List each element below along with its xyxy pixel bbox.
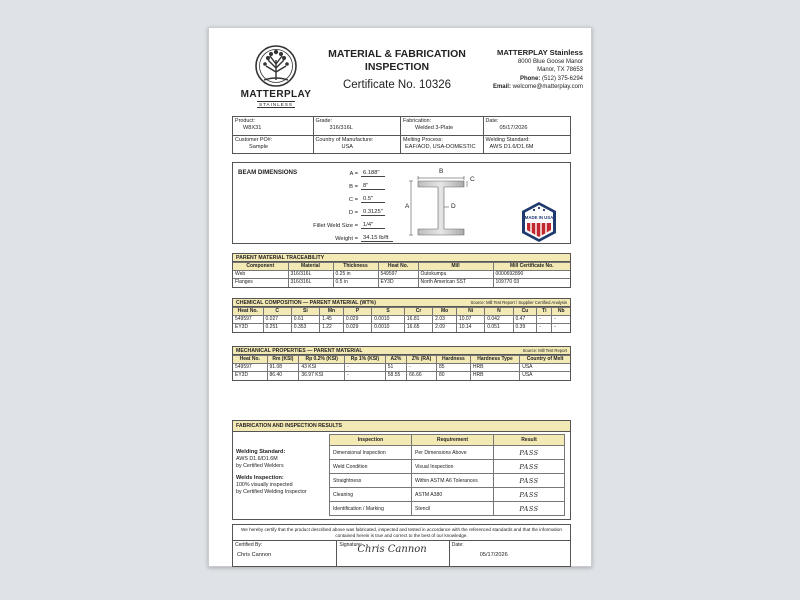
fabrication-inspection-panel — [232, 420, 571, 520]
mechanical-source: Source: Mill Test Report — [522, 348, 567, 353]
grade-cell: Grade: 316/316L — [314, 117, 401, 135]
logo-subtitle: STAINLESS — [257, 101, 295, 108]
parent-material-title: PARENT MATERIAL TRACEABILITY — [233, 254, 570, 262]
welding-standard-cell: Welding Standard: AWS D1.6/D1.6M — [484, 136, 570, 153]
dim-c-value: 0.5" — [361, 196, 385, 203]
table-header-row: Heat No. C Si Mn P S Cr Mo Ni N Cu Ti Nb — [233, 308, 570, 316]
diagram-label-c: C — [470, 176, 475, 183]
logo-wordmark: MATTERPLAY — [240, 89, 312, 100]
certificate-sheet — [208, 27, 592, 567]
welding-standard-label: Welding Standard: — [236, 449, 286, 455]
chemical-composition-table — [232, 298, 571, 333]
dim-weight-value: 34.15 lb/ft — [361, 235, 393, 242]
dim-d: D = 0.3125" — [318, 209, 385, 216]
product-info-grid — [232, 116, 571, 154]
table-row: EY3D 0.251 0.353 1.22 0.029 0.0010 16.65 2.09 10.14 0.051 0.39 - - — [233, 324, 570, 332]
signed-date-value: 05/17/2026 — [479, 552, 508, 558]
inspection-results-table — [329, 434, 565, 516]
made-in-usa-badge — [520, 201, 558, 243]
table-header-row: Inspection Requirement Result — [330, 435, 565, 446]
certified-by-value: Chris Cannon — [237, 552, 272, 558]
chemical-source: Source: Mill Test Report / Supplier Certified Analysis — [470, 300, 567, 305]
dim-a-value: 6.188" — [361, 170, 385, 177]
company-address-2: Manor, TX 78653 — [537, 67, 583, 74]
dim-a: A = 6.188" — [318, 170, 385, 177]
email-label: Email: — [492, 84, 511, 91]
signature-cell: Signature: Chris Cannon — [337, 541, 449, 566]
signed-date-cell: Date: 05/17/2026 — [451, 542, 508, 558]
fabrication-title: FABRICATION AND INSPECTION RESULTS — [233, 421, 570, 432]
melting-value: EAF/AOD, USA-DOMESTIC — [405, 144, 476, 150]
phone-label: Phone: — [519, 75, 541, 82]
welding-standard-value: AWS D1.6/D1.6M — [489, 144, 534, 150]
result-pass: PASS — [494, 488, 565, 502]
company-contact — [471, 48, 583, 92]
dim-fillet-value: 1/4" — [361, 222, 385, 229]
dim-d-value: 0.3125" — [361, 209, 385, 216]
table-row: Straightness Within ASTM A6 Tolerances PASS — [330, 474, 565, 488]
signature: Chris Cannon — [357, 544, 427, 555]
table-header-row: Component Material Thickness Heat No. Mill Mill Certificate No. — [233, 263, 570, 271]
certification-block — [232, 524, 571, 567]
mechanical-properties-table — [232, 346, 571, 381]
i-beam-diagram — [401, 167, 481, 243]
country-value: USA — [341, 144, 354, 150]
customer-po-value: Sample — [249, 144, 268, 150]
country-cell: Country of Manufacture: USA — [314, 136, 401, 153]
customer-po-cell: Customer PO#: Sample — [233, 136, 314, 153]
parent-material-table — [232, 253, 571, 288]
document-title: MATERIAL & FABRICATION INSPECTION — [328, 48, 466, 73]
certification-statement: We hereby certify that the product described above was fabricated, inspected and tested in accordance with the referenced standards and that the information contained herein is true and correct to the best of our knowledge. — [233, 525, 570, 541]
email-value: welcome@matterplay.com — [512, 84, 583, 91]
table-row: Weld Condition Visual Inspection PASS — [330, 460, 565, 474]
result-pass: PASS — [494, 460, 565, 474]
product-cell: Product: W8X31 — [233, 117, 314, 135]
date-cell: Date: 05/17/2026 — [484, 117, 570, 135]
welds-inspection-label: Welds Inspection: — [236, 475, 284, 482]
badge-text: MADE IN USA — [524, 215, 554, 220]
table-row: Dimensional Inspection Per Dimensions Above PASS — [330, 446, 565, 460]
welding-notes: Welding Standard: AWS D1.6/D1.6M by Certified Welders Welds Inspection: 100% visually inspected by Certified Welding Inspector — [236, 449, 307, 495]
beam-dimensions-panel — [232, 162, 571, 244]
grade-value: 316/316L — [329, 125, 353, 131]
phone-value: (512) 375-6294 — [541, 75, 583, 82]
diagram-label-b: B — [439, 168, 444, 175]
certified-by-cell: Certified By: Chris Cannon — [233, 541, 337, 566]
company-name: MATTERPLAY Stainless — [497, 48, 583, 57]
dim-c: C = 0.5" — [318, 196, 385, 203]
table-row: Flanges 316/316L 0.5 in EY3D North American SST 109770 03 — [233, 279, 570, 287]
result-pass: PASS — [494, 502, 565, 516]
dim-fillet: Fillet Weld Size = 1/4" — [288, 222, 385, 229]
table-header-row: Heat No. Rm (KSI) Rp 0.2% (KSI) Rp 1% (KSI) A2% Z% (RA) Hardness Hardness Type Country of Melt — [233, 356, 570, 364]
chemical-composition-title: CHEMICAL COMPOSITION — PARENT MATERIAL (WT%) Source: Mill Test Report / Supplier Certified Analysis — [233, 299, 570, 307]
table-row: Identification / Marking Stencil PASS — [330, 502, 565, 516]
certificate-number: Certificate No. 10326 — [342, 79, 452, 91]
table-row: 549597 91.08 43 KSI - 51 - 85 HRB USA — [233, 364, 570, 372]
diagram-label-d: D — [451, 203, 456, 210]
table-row: Cleaning ASTM A380 PASS — [330, 488, 565, 502]
dim-b-value: 8" — [361, 183, 385, 190]
result-pass: PASS — [494, 474, 565, 488]
result-pass: PASS — [494, 446, 565, 460]
table-row: 549597 0.027 0.61 1.45 0.029 0.0010 16.81 2.03 10.07 0.042 0.47 - - — [233, 316, 570, 324]
fabrication-value: Welded 3-Plate — [415, 125, 454, 131]
table-row: EY3D 86.40 36.97 KSI - 58.55 66.66 80 HRB USA — [233, 372, 570, 380]
beam-dimensions-header: BEAM DIMENSIONS — [238, 169, 298, 176]
product-value: W8X31 — [243, 125, 262, 131]
dim-b: B = 8" — [318, 183, 385, 190]
diagram-label-a: A — [405, 203, 410, 210]
mechanical-properties-title: MECHANICAL PROPERTIES — PARENT MATERIAL Source: Mill Test Report — [233, 347, 570, 355]
company-address-1: 8000 Blue Goose Manor — [517, 59, 583, 65]
fabrication-cell: Fabrication: Welded 3-Plate — [401, 117, 484, 135]
dim-weight: Weight = 34.15 lb/ft — [318, 235, 393, 242]
melting-cell: Melting Process: EAF/AOD, USA-DOMESTIC — [401, 136, 484, 153]
date-value: 05/17/2026 — [499, 125, 528, 131]
table-row: Web 316/316L 0.25 in 549597 Outokumpu 0000692890 — [233, 271, 570, 279]
